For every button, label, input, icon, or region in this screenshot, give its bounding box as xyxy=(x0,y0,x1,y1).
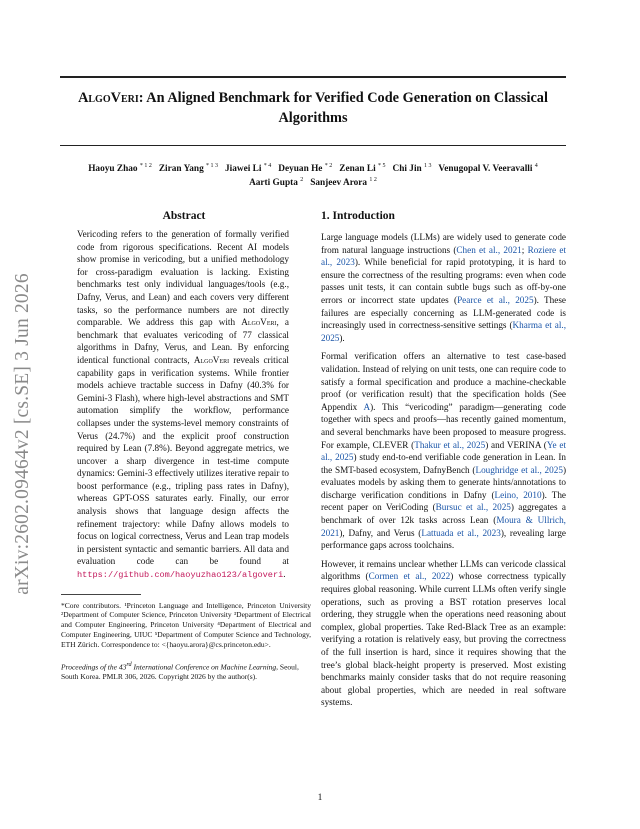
author: Zenan Li $^{* 5}$ xyxy=(339,163,386,174)
benchmark-name: AlgoVeri xyxy=(78,90,139,106)
left-column xyxy=(57,210,311,682)
author: Haoyu Zhao $^{* 1 2}$ xyxy=(88,163,152,174)
title-top-rule xyxy=(60,76,566,78)
citation-link[interactable]: Chen et al., 2021 xyxy=(456,244,522,255)
arxiv-stamp: arXiv:2602.09464v2 [cs.SE] 3 Jun 2026 xyxy=(12,273,34,595)
appendix-link[interactable]: A xyxy=(363,401,371,412)
right-column xyxy=(321,210,566,715)
author-list xyxy=(40,163,586,190)
author: Aarti Gupta $^2$ xyxy=(249,176,304,188)
citation-link[interactable]: Thakur et al., 2025 xyxy=(414,439,486,450)
citation-link[interactable]: Bursuc et al., 2025 xyxy=(435,502,511,513)
author: Chi Jin $^{1 3}$ xyxy=(392,163,432,174)
page-number: 1 xyxy=(317,793,323,803)
author: Venugopal V. Veeravalli $^4$ xyxy=(438,163,538,174)
citation-link[interactable]: Kharma et al., 2025 xyxy=(321,320,566,343)
footnote-rule xyxy=(61,594,141,595)
repo-link[interactable]: https://github.com/haoyuzhao123/algoveri xyxy=(77,570,284,581)
citation-link[interactable]: Loughridge et al., 2025 xyxy=(475,464,563,475)
citation-link[interactable]: Leino, 2010 xyxy=(494,489,542,500)
author: Jiawei Li $^{* 4}$ xyxy=(225,163,272,174)
author: Sanjeev Arora $^{1 2}$ xyxy=(310,176,377,188)
citation-link[interactable]: Lattuada et al., 2023 xyxy=(421,527,501,538)
author: Ziran Yang $^{* 1 3}$ xyxy=(158,163,219,174)
title-bottom-rule xyxy=(60,145,566,146)
author: Deyuan He $^{* 2}$ xyxy=(278,163,333,174)
citation-link[interactable]: Moura & Ullrich, 2021 xyxy=(321,515,566,538)
intro-paragraph-2: Formal verification offers an alternative to test case-based validation. Instead of relying on unit tests, one can require code to satisfy a formal specification and produce a machine-checkable proof (or verification result) that the specification holds (See Appendix A). This “vericoding” paradigm—generating code together with specs and proofs—has recently gained momentum, and several benchmarks have been proposed to measure progress. For example, CLEVER (Thakur et al., 2025) and VERINA (Ye et al., 2025) study end-to-end verifiable code generation in Lean. In the SMT-based ecosystem, DafnyBench (Loughridge et al., 2025) evaluates models by asking them to generate hints/annotations to discharge verification conditions in Dafny (Leino, 2010). The recent paper on VeriCoding (Bursuc et al., 2025) aggregates a benchmark of over 12k tasks across Lean (Moura & Ullrich, 2021), Dafny, and Verus (Lattuada et al., 2023), revealing large performance gaps across toolchains. xyxy=(321,351,567,551)
proceedings-note: Proceedings of the 43rd International Conference on Machine Learning, Seoul, South Korea. PMLR 306, 2026. Copyright 2026 by the author(s). xyxy=(61,660,299,681)
citation-link[interactable]: Pearce et al., 2025 xyxy=(457,294,534,305)
introduction-heading: 1. Introduction xyxy=(321,210,395,222)
intro-paragraph-3: However, it remains unclear whether LLMs can vericode classical algorithms (Cormen et al., 2022) whose correctness typically requires global reasoning. While current LLMs often verify single operations, such as proving a BST rotation preserves local ordering, they struggle when the operations need reasoning about complex, global properties. Take Red-Black Tree as an example: verifying a rotation is relatively easy, but proving the correctness of the full insertion is hard, since it requires showing that the tree’s global black-height property is preserved. Most existing benchmarks mainly consider tasks that do not require reasoning about global properties, which are needed in real software systems. xyxy=(321,558,566,708)
affiliations-footnote: *Core contributors. ¹Princeton Language and Intelligence, Princeton University ²Department of Computer Science, Princeton University ³Department of Electrical and Computer Engineering, Princeton University ⁴Department of Electrical and Computer Engineering, UIUC ⁵Department of Computer Science and Technology, ETH Zürich. Correspondence to: <{haoyu.arora}@cs.princeton.edu>. xyxy=(61,600,311,649)
abstract-heading: Abstract xyxy=(162,210,206,222)
intro-paragraph-1: Large language models (LLMs) are widely used to generate code from natural language instructions (Chen et al., 2021; Roziere et al., 2023). While beneficial for rapid prototyping, it is hard to ensure the correctness of the resulting programs: even when code passes unit tests, it can contain subtle bugs such as off-by-one errors or incorrect state updates (Pearce et al., 2025). These failures are especially concerning as LLM-generated code is increasingly used in correctness-sensitive settings (Kharma et al., 2025). xyxy=(321,232,566,343)
citation-link[interactable]: Roziere et al., 2023 xyxy=(321,244,566,268)
abstract-body: Vericoding refers to the generation of formally verified code from rigorous specifications. Recent AI models show promise in vericoding, but a unified methodology for cross-paradigm evaluation is lacking. Existing benchmarks test only individual languages/tools (e.g., Dafny, Verus, and Lean) and each covers very different tasks, so the performance numbers are not directly comparable. We address this gap with AlgoVeri, a benchmark that evaluates vericoding of 77 classical algorithms in Dafny, Verus, and Lean. By enforcing identical functional contracts, AlgoVeri reveals critical capability gaps in verification systems. While frontier models achieve tractable success in Dafny (40.3% for Gemini-3 Flash), where high-level abstractions and SMT automation simplify the workflow, performance collapses under the systems-level memory constraints of Verus (24.7%) and the explicit proof construction required by Lean (7.8%). Beyond aggregate metrics, we uncover a sharp divergence in test-time compute dynamics: Gemini-3 effectively utilizes iterative repair to boost performance (e.g., tripling pass rates in Dafny), whereas GPT-OSS saturates early. Finally, our error analysis shows that language design affects the refinement trajectory: while Dafny allows models to focus on logical correctness, Verus and Lean trap models in persistent syntactic and semantic barriers. All data and evaluation code can be found at https://github.com/haoyuzhao123/algoveri. xyxy=(77,229,290,581)
citation-link[interactable]: Ye et al., 2025 xyxy=(321,439,566,463)
citation-link[interactable]: Cormen et al., 2022 xyxy=(368,571,451,582)
paper-title: AlgoVeri: An Aligned Benchmark for Verified Code Generation on Classical Algorithms xyxy=(78,90,548,126)
